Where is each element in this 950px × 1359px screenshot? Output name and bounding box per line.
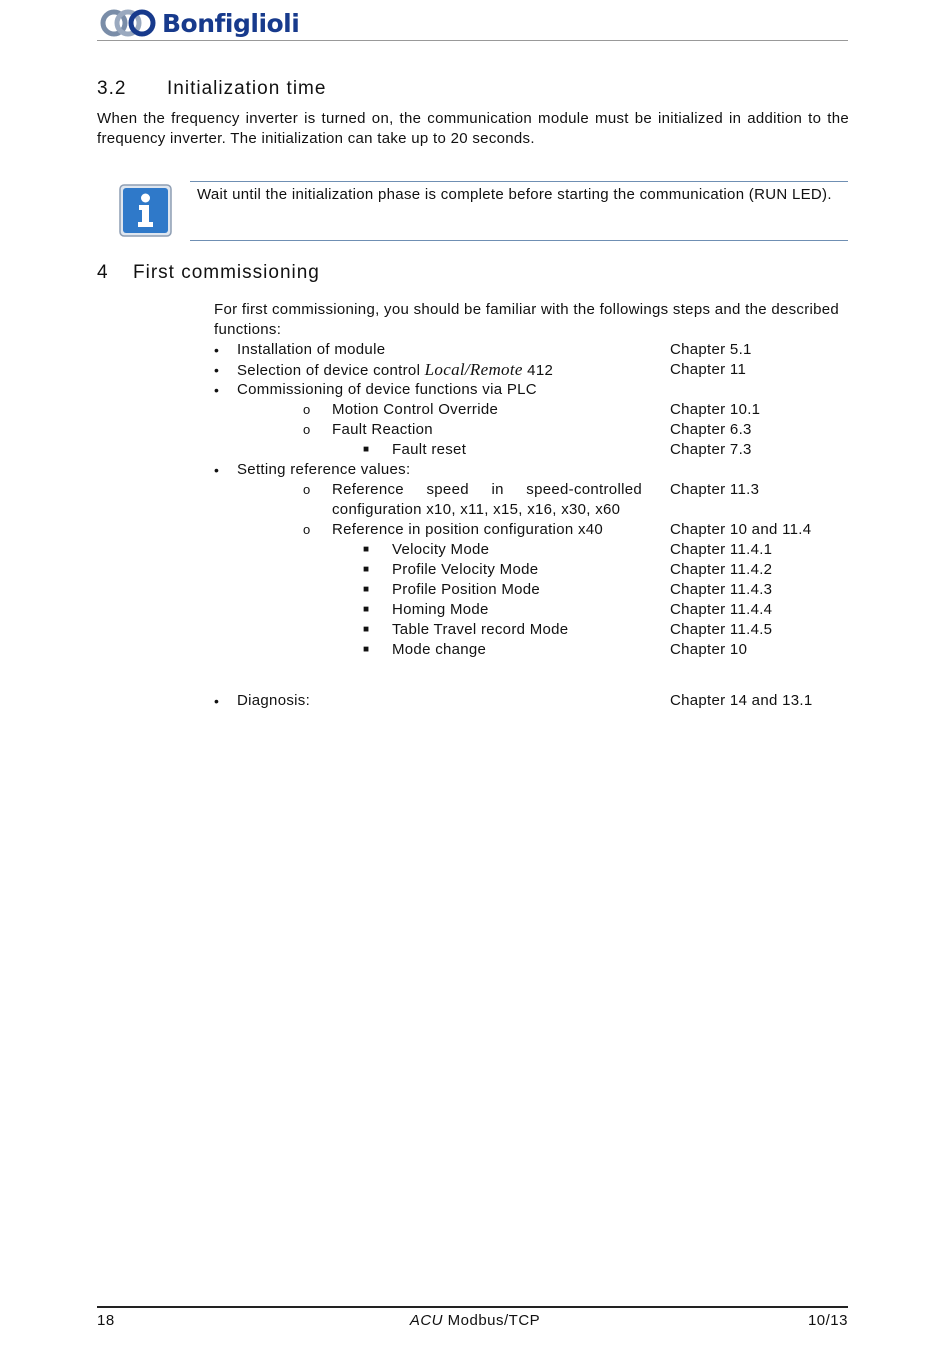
bullet-icon: • (214, 462, 220, 478)
chapter-ref: Chapter 11.3 (670, 481, 760, 498)
parameter-name: Local/Remote (424, 360, 523, 379)
list-item: o Reference speed in speed-controlled configuration x10, x11, x15, x16, x30, x60 Chapter 11.3 (303, 481, 760, 518)
document-date: 10/13 (807, 1312, 848, 1329)
section-3-2-text: When the frequency inverter is turned on, the communication module must be initialized in addition to the frequency inverter. The initialization can take up to 20 seconds. (97, 110, 849, 147)
page-number: 18 (97, 1312, 115, 1329)
circle-bullet-icon: o (303, 522, 311, 537)
square-bullet-icon: ■ (363, 544, 370, 555)
section-title: Initialization time (167, 78, 327, 99)
section-number: 4 (97, 262, 109, 283)
section-title: First commissioning (133, 262, 320, 283)
bullet-icon: • (214, 342, 220, 358)
chapter-ref: Chapter 6.3 (670, 421, 752, 438)
bonfiglioli-logo (100, 6, 299, 40)
bullet-icon: • (214, 362, 220, 378)
commissioning-list (214, 300, 850, 711)
square-bullet-icon: ■ (363, 644, 370, 655)
chapter-ref: Chapter 11.4.2 (670, 561, 773, 578)
section-4-heading (97, 262, 320, 284)
list-item: ■ Mode change Chapter 10 (363, 641, 748, 658)
list-spacer (214, 660, 850, 691)
chapter-ref: Chapter 11.4.4 (670, 601, 773, 618)
logo-text: Bonfiglioli (162, 8, 300, 38)
list-item: ■ Homing Mode Chapter 11.4.4 (363, 601, 773, 618)
chapter-ref: Chapter 10 (670, 641, 748, 658)
square-bullet-icon: ■ (363, 624, 370, 635)
list-item: • Installation of module Chapter 5.1 (214, 341, 752, 358)
bullet-icon: • (214, 382, 220, 398)
chapter-ref: Chapter 10.1 (670, 401, 761, 418)
list-item: ■ Velocity Mode Chapter 11.4.1 (363, 541, 773, 558)
chapter-ref: Chapter 11.4.1 (670, 541, 773, 558)
section-3-2-heading (97, 78, 326, 100)
circle-bullet-icon: o (303, 402, 311, 417)
info-note-text: Wait until the initialization phase is complete before starting the communication (RUN LED). (197, 186, 832, 203)
list-item: ■ Profile Velocity Mode Chapter 11.4.2 (363, 561, 773, 578)
bonfiglioli-logo-icon (100, 8, 156, 38)
square-bullet-icon: ■ (363, 584, 370, 595)
list-item: • Selection of device control Local/Remote 412 Chapter 11 (214, 360, 747, 379)
chapter-ref: Chapter 7.3 (670, 441, 752, 458)
list-item: ■ Table Travel record Mode Chapter 11.4.5 (363, 621, 773, 638)
chapter-ref: Chapter 5.1 (670, 341, 752, 358)
list-item: o Fault Reaction Chapter 6.3 (303, 421, 752, 438)
document-title: ACU Modbus/TCP (409, 1312, 541, 1329)
list-item: • Diagnosis: Chapter 14 and 13.1 (214, 692, 813, 709)
bullet-icon: • (214, 693, 220, 709)
chapter-ref: Chapter 11.4.3 (670, 581, 773, 598)
list-item: • Setting reference values: (214, 461, 411, 478)
commissioning-intro: For first commissioning, you should be familiar with the followings steps and the described functions: (214, 301, 840, 338)
circle-bullet-icon: o (303, 482, 311, 497)
list-item: ■ Fault reset Chapter 7.3 (363, 441, 752, 458)
square-bullet-icon: ■ (363, 564, 370, 575)
chapter-ref: Chapter 10 and 11.4 (670, 521, 812, 538)
footer-divider (97, 1306, 848, 1308)
info-icon (119, 184, 172, 237)
list-item: o Motion Control Override Chapter 10.1 (303, 401, 761, 418)
header-divider (97, 40, 848, 41)
list-item: • Commissioning of device functions via PLC (214, 381, 537, 398)
info-note (190, 181, 848, 241)
chapter-ref: Chapter 11 (670, 361, 747, 378)
square-bullet-icon: ■ (363, 604, 370, 615)
list-item: o Reference in position configuration x40 Chapter 10 and 11.4 (303, 521, 812, 538)
chapter-ref: Chapter 14 and 13.1 (670, 692, 813, 709)
section-number: 3.2 (97, 78, 127, 99)
circle-bullet-icon: o (303, 422, 311, 437)
chapter-ref: Chapter 11.4.5 (670, 621, 773, 638)
square-bullet-icon: ■ (363, 444, 370, 455)
list-item: ■ Profile Position Mode Chapter 11.4.3 (363, 581, 773, 598)
